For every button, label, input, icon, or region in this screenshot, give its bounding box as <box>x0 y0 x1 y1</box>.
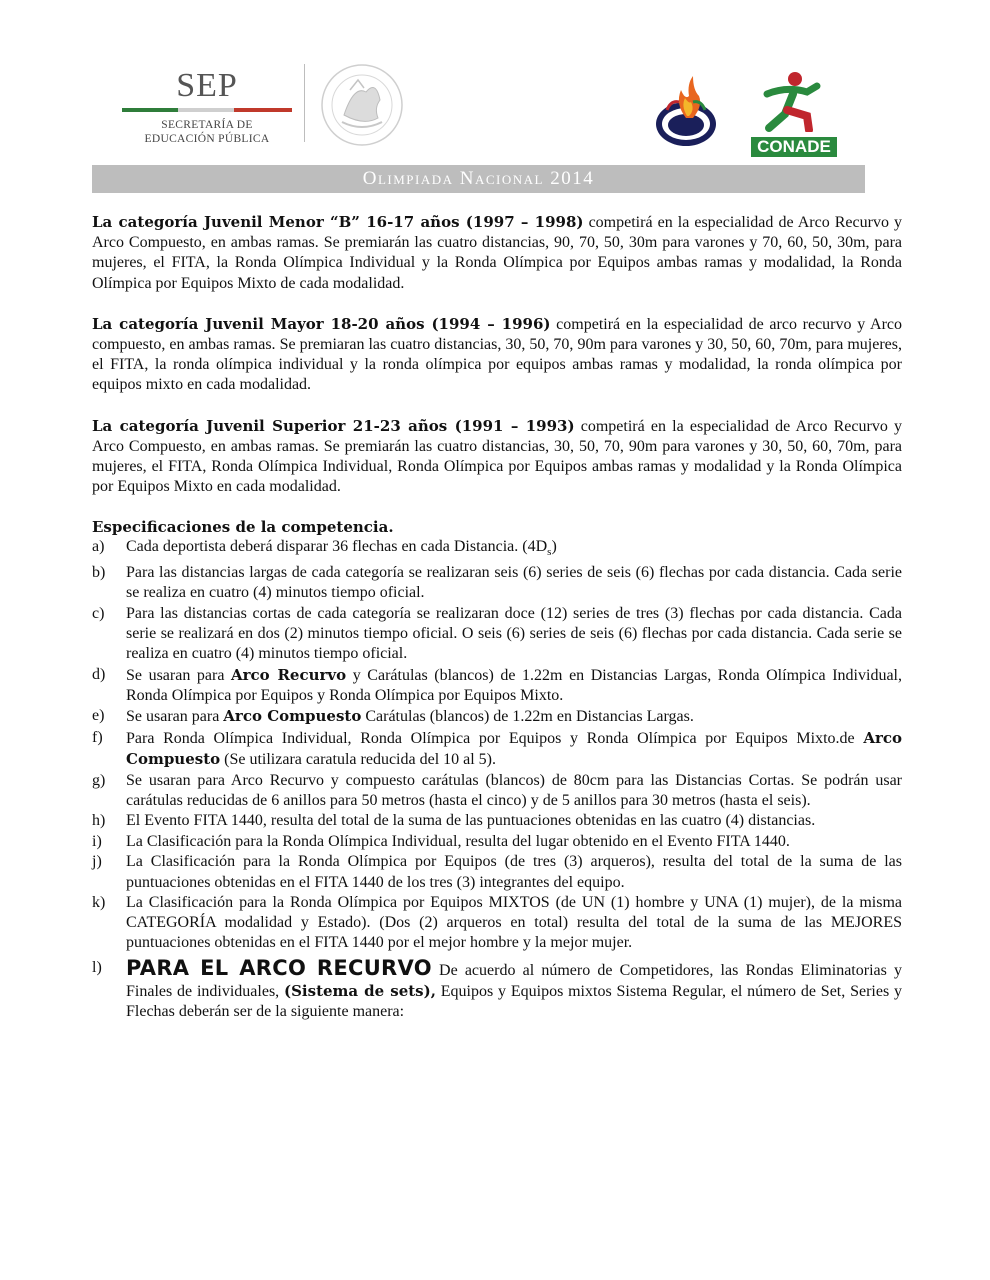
list-item <box>92 706 902 727</box>
list-text: (Se utilizara caratula reducida del 10 al 5). <box>220 751 497 769</box>
list-text: ) <box>551 538 557 556</box>
category-text: competirá en la especialidad de Arco Recurvo y Arco Compuesto, en ambas ramas. Se premiarán las cuatro distancias, 30, 50, 70, 90m para varones y 30, 50, 60, 70m, para mujeres, el FITA, Ronda Olímpica Individual, Ronda Olímpica por Equipos ambas ramas y modalidad y la Ronda Olímpica por Equipos Mixto en cada modalidad. <box>92 417 903 496</box>
olimpiada-flame-logo-icon <box>647 70 725 150</box>
list-text: Carátulas (blancos) de 1.22m en Distancias Largas. <box>361 708 694 726</box>
list-text: Para las distancias cortas de cada categoría se realizaran doce (12) series de tres (3) flechas por cada distancia. Cada serie se realizará en dos (2) minutos tiempo oficial. O seis (6) series de seis (6) flechas por cada distancia. Cada serie se realiza en cuatro (4) minutos tiempo oficial. <box>126 604 902 663</box>
list-marker: c) <box>92 604 105 622</box>
category-text: competirá en la especialidad de Arco Recurvo y Arco Compuesto, en ambas ramas. Se premiarán las cuatro distancias, 90, 70, 50, 30m para varones y 70, 60, 50, 30m, para mujeres, el FITA, la Ronda Olímpica Individual y la Ronda Olímpica por Equipos ambas ramas y modalidad, la Ronda Olímpica por Equipos Mixto de cada modalidad. <box>92 214 902 292</box>
document-body <box>92 212 902 1023</box>
category-paragraph <box>92 314 902 396</box>
list-subscript: s <box>547 546 552 559</box>
list-text: La Clasificación para la Ronda Olímpica por Equipos (de tres (3) arqueros), resulta del total de la suma de las puntuaciones obtenidas en el FITA 1440 de los tres (3) integrantes del equipo. <box>126 853 902 891</box>
category-heading: La categoría Juvenil Mayor 18-20 años (1994 – 1996) <box>92 314 551 333</box>
list-marker: l) <box>92 958 102 976</box>
specs-list <box>92 537 902 1022</box>
list-item <box>92 771 902 811</box>
mexican-seal-icon <box>314 60 410 150</box>
sep-subtitle-line2: EDUCACIÓN PÚBLICA <box>144 133 270 145</box>
list-item <box>92 665 902 706</box>
list-text: La Clasificación para la Ronda Olímpica Individual, resulta del lugar obtenido en el Evento FITA 1440. <box>126 832 790 850</box>
list-item <box>92 563 902 603</box>
list-text: Equipos y Equipos mixtos Sistema Regular, el número de Set, Series y Flechas deberán ser de la siguiente manera: <box>126 982 902 1021</box>
list-marker: b) <box>92 564 106 582</box>
specs-title: Especificaciones de la competencia. <box>92 518 394 537</box>
list-text: El Evento FITA 1440, resulta del total de la suma de las puntuaciones obtenidas en las cuatro (4) distancias. <box>126 812 816 830</box>
list-text: Cada deportista deberá disparar 36 flechas en cada Distancia. (4D <box>126 538 548 556</box>
list-item <box>92 955 903 1023</box>
list-marker: k) <box>92 894 106 912</box>
conade-runner-icon <box>747 70 847 132</box>
list-marker: d) <box>92 665 106 683</box>
list-marker: i) <box>92 832 102 850</box>
list-text: La Clasificación para la Ronda Olímpica por Equipos MIXTOS (de UN (1) hombre y UNA (1) mujer), de la misma CATEGORÍA modalidad y Estado). (Dos (2) arqueros en total) resulta del total de la suma de las MEJORES puntuaciones obtenidas en el FITA 1440 por el mejor hombre y la mejor mujer. <box>126 894 902 952</box>
conade-wordmark: CONADE <box>751 137 837 157</box>
list-item <box>92 832 902 852</box>
list-text: Para las distancias largas de cada categoría se realizaran seis (6) series de seis (6) flechas por cada distancia. Cada serie se realiza en cuatro (4) minutos tiempo oficial. <box>126 564 902 602</box>
list-item <box>92 604 902 665</box>
olimpiada-banner: Olimpiada Nacional 2014 <box>92 165 865 193</box>
list-text: Se usaran para <box>126 708 224 726</box>
list-marker: f) <box>92 728 103 746</box>
category-heading: La categoría Juvenil Menor “B” 16-17 años (1997 – 1998) <box>92 213 584 231</box>
list-text: Para Ronda Olímpica Individual, Ronda Olímpica por Equipos y Ronda Olímpica por Equipos Mixto.de <box>126 729 864 747</box>
list-bold: (Sistema de sets), <box>284 981 436 1000</box>
header-divider <box>304 64 305 142</box>
list-marker: a) <box>92 538 105 556</box>
list-bold: Arco Compuesto <box>126 728 902 769</box>
list-marker: h) <box>92 812 106 830</box>
category-paragraph <box>92 416 902 498</box>
list-text: Se usaran para Arco Recurvo y compuesto carátulas (blancos) de 80cm para las Distancias Cortas. Se podrán usar carátulas reducidas de 6 anillos para 50 metros (hasta el cinco) y de 5 anillos para 30 metros (hasta el seis). <box>126 771 902 809</box>
sep-wordmark: SEP <box>176 67 238 104</box>
list-bold: Arco Compuesto <box>223 707 362 726</box>
list-item <box>92 852 902 892</box>
conade-logo <box>747 70 847 156</box>
list-marker: j) <box>92 853 102 871</box>
sep-tricolor-bar <box>122 108 292 112</box>
sep-logo <box>122 68 292 146</box>
category-paragraph <box>92 212 902 294</box>
category-text: competirá en la especialidad de arco recurvo y Arco compuesto, en ambas ramas. Se premiaran las cuatro distancias, 30, 50, 70, 90m para varones y 30, 50, 60, 70m, para mujeres, el FITA, la ronda olímpica individual y la ronda olímpica por equipos ambas ramas y modalidad, la ronda olímpica por equipos mixto en cada modalidad. <box>92 315 903 394</box>
list-marker: e) <box>92 707 105 725</box>
list-marker: g) <box>92 771 106 789</box>
list-text: Se usaran para <box>126 666 231 684</box>
header <box>92 60 866 170</box>
list-bold: Arco Recurvo <box>231 665 347 684</box>
sep-subtitle-line1: SECRETARÍA DE <box>161 119 253 131</box>
list-item <box>92 537 902 562</box>
list-text: De acuerdo al número de Competidores, las Rondas Eliminatorias y Finales de individuales, <box>126 961 903 1000</box>
list-item <box>92 728 902 770</box>
list-item <box>92 811 902 831</box>
list-heading-large: PARA EL ARCO RECURVO <box>126 955 432 980</box>
list-item <box>92 893 902 954</box>
list-text: y Carátulas (blancos) de 1.22m en Distancias Largas, Ronda Olímpica Individual, Ronda Olímpica por Equipos y Ronda Olímpica por Equipos Mixto. <box>126 666 902 704</box>
category-heading: La categoría Juvenil Superior 21-23 años (1991 – 1993) <box>92 416 575 435</box>
